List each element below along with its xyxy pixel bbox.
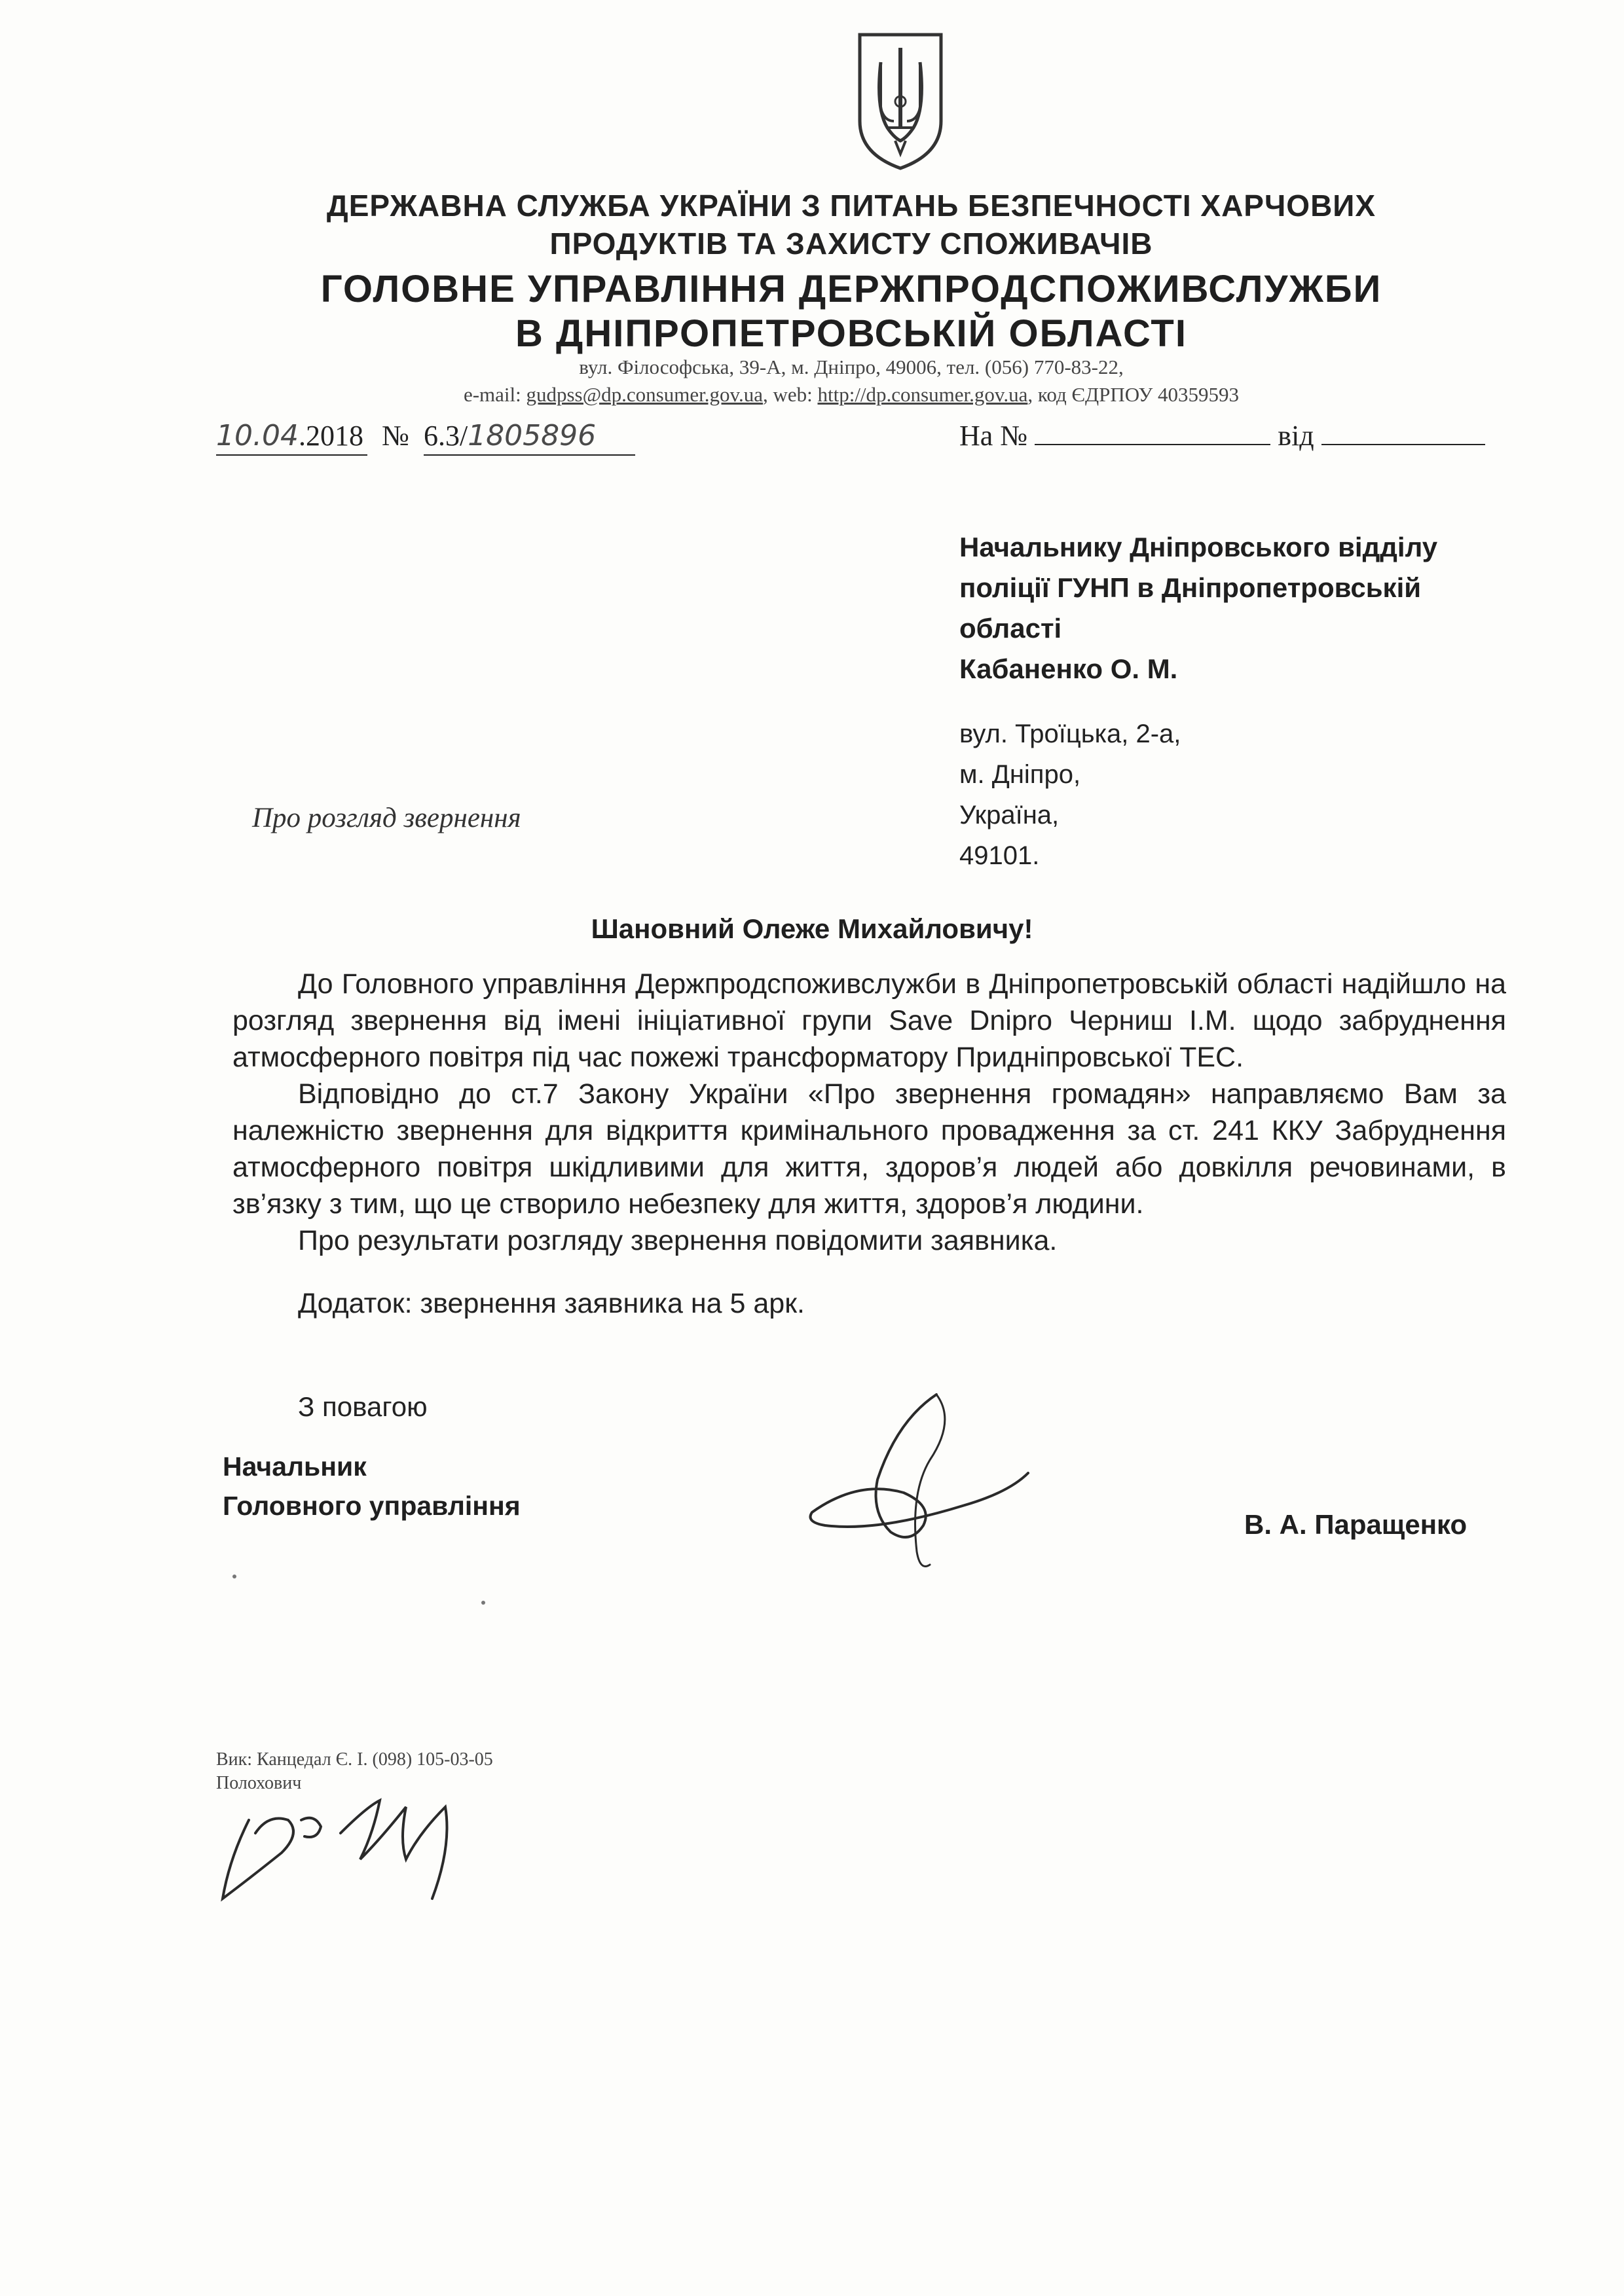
signer-position-line-2: Головного управління <box>223 1491 521 1521</box>
ukraine-trident-icon <box>855 29 946 173</box>
addressee-address <box>959 714 1352 876</box>
letter-body <box>232 966 1506 1322</box>
header-contacts <box>196 354 1506 409</box>
address-zip: 49101. <box>959 841 1040 870</box>
handwritten-initials <box>210 1781 485 1912</box>
number-symbol: № <box>381 420 409 452</box>
number-prefix: 6.3/ <box>423 420 468 452</box>
addressee-line-1: Начальнику Дніпровського відділу <box>959 532 1438 562</box>
reply-number-blank <box>1035 441 1270 445</box>
signer-position <box>223 1447 521 1525</box>
scan-speck <box>481 1601 485 1605</box>
agency-name <box>196 187 1506 263</box>
handwritten-number: 1805896 <box>468 419 597 452</box>
attachment-note: Додаток: звернення заявника на 5 арк. <box>298 1288 805 1319</box>
handwritten-date: 10.04 <box>216 419 299 452</box>
edrpou-code: , код ЄДРПОУ 40359593 <box>1027 383 1240 406</box>
outgoing-registration <box>216 419 635 452</box>
signer-name: В. А. Паращенко <box>1244 1509 1467 1540</box>
addressee-block <box>959 527 1549 689</box>
address-street: вул. Троїцька, 2-а, <box>959 720 1181 748</box>
scan-speck <box>232 1575 236 1578</box>
addressee-name: Кабаненко О. М. <box>959 653 1178 684</box>
address-country: Україна, <box>959 801 1060 829</box>
date-year: .2018 <box>298 420 363 452</box>
outgoing-number <box>424 420 635 456</box>
header-address: вул. Філософська, 39-А, м. Дніпро, 49006, тел. (056) 770-83-22, <box>579 355 1124 378</box>
web-link[interactable]: http://dp.consumer.gov.ua <box>817 383 1028 406</box>
department-name <box>196 267 1506 356</box>
outgoing-date <box>216 420 367 456</box>
body-paragraph-3: Про результати розгляду звернення повідомити заявника. <box>298 1225 1058 1256</box>
email-link[interactable]: gudpss@dp.consumer.gov.ua <box>526 383 763 406</box>
agency-line-2: ПРОДУКТІВ ТА ЗАХИСТУ СПОЖИВАЧІВ <box>549 227 1153 261</box>
reply-reference <box>959 419 1485 452</box>
reply-from-label: від <box>1278 420 1314 452</box>
addressee-line-3: області <box>959 613 1062 644</box>
closing-regards: З повагою <box>298 1391 428 1422</box>
header-online-contacts <box>196 381 1506 409</box>
body-paragraph-2: Відповідно до ст.7 Закону України «Про звернення громадян» направляємо Вам за належністю звернення для відкриття кримінального провадження за ст. 241 ККУ Забруднення атмосферного повітря шкідливими для життя, здоров’я людей або довкілля речовинами, в зв’язку з тим, що це створило небезпеку для життя, здоров’я людини. <box>232 1078 1506 1220</box>
handwritten-signature <box>799 1381 1035 1578</box>
salutation: Шановний Олеже Михайловичу! <box>591 913 1033 944</box>
body-paragraph-1: До Головного управління Держпродспоживслужби в Дніпропетровській області надійшло на розгляд звернення від імені ініціативної групи Save Dnipro Черниш І.М. щодо забруднення атмосферного повітря під час пожежі трансформатору Придніпровської ТЕС. <box>232 968 1506 1073</box>
reply-to-label: На № <box>959 420 1028 452</box>
address-city: м. Дніпро, <box>959 760 1081 789</box>
reply-date-blank <box>1321 441 1485 445</box>
addressee-line-2: поліції ГУНП в Дніпропетровській <box>959 572 1422 603</box>
dept-line-1: ГОЛОВНЕ УПРАВЛІННЯ ДЕРЖПРОДСПОЖИВСЛУЖБИ <box>320 268 1382 310</box>
email-label: e-mail: <box>463 383 526 406</box>
signer-position-line-1: Начальник <box>223 1451 367 1482</box>
letter-subject: Про розгляд звернення <box>252 803 521 833</box>
executor-line-1: Вик: Канцедал Є. І. (098) 105-03-05 <box>216 1749 493 1770</box>
dept-line-2: В ДНІПРОПЕТРОВСЬКІЙ ОБЛАСТІ <box>515 312 1187 355</box>
web-label: , web: <box>762 383 818 406</box>
agency-line-1: ДЕРЖАВНА СЛУЖБА УКРАЇНИ З ПИТАНЬ БЕЗПЕЧНОСТІ ХАРЧОВИХ <box>326 189 1376 223</box>
executor-line-2: Полохович <box>216 1773 302 1793</box>
